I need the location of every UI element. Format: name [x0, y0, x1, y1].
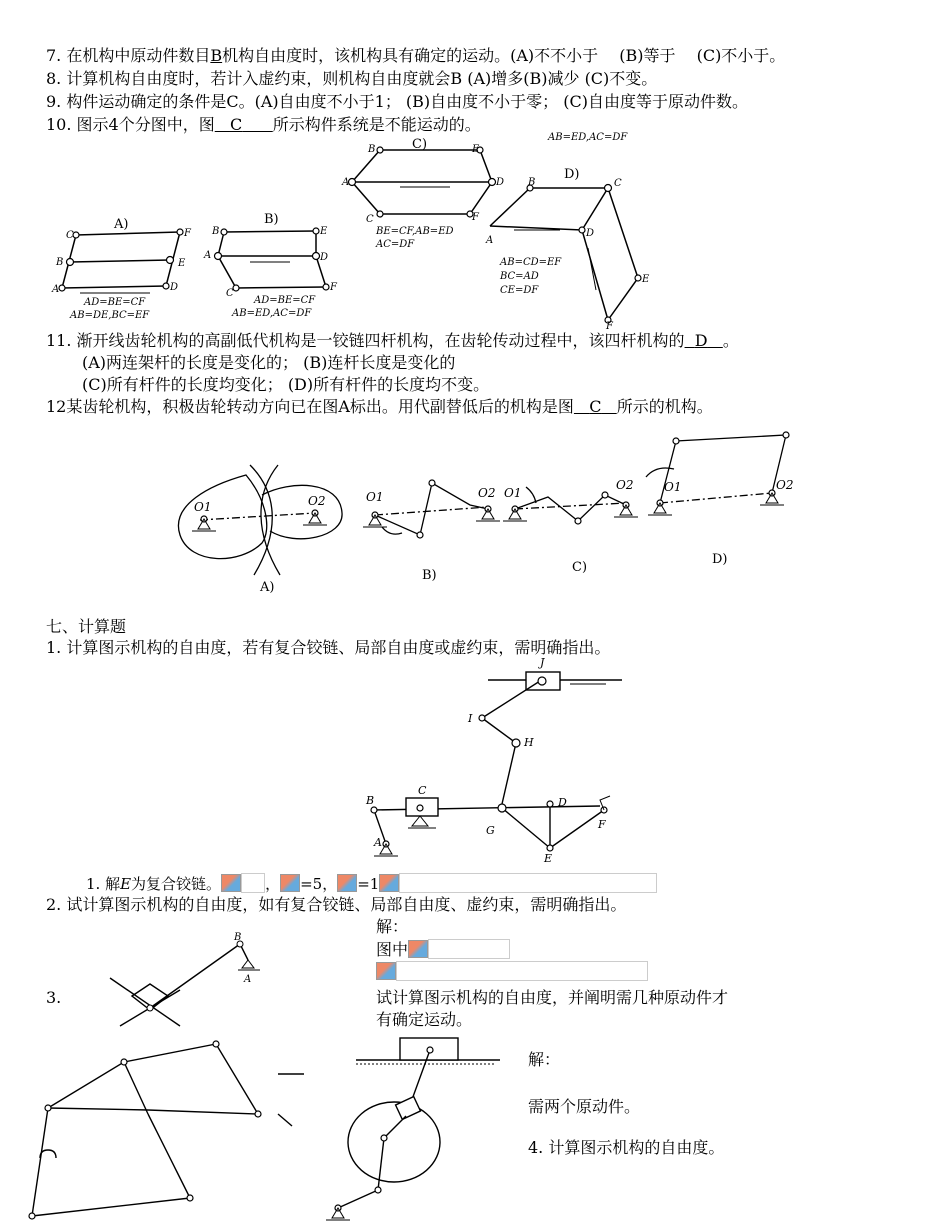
- svg-text:B: B: [366, 794, 375, 807]
- svg-text:B: B: [528, 177, 536, 188]
- svg-text:O2: O2: [776, 478, 794, 492]
- svg-text:A: A: [204, 250, 212, 261]
- svg-text:F: F: [330, 282, 337, 293]
- svg-text:F: F: [184, 228, 191, 239]
- question-12: 12某齿轮机构，积极齿轮转动方向已在图A标出。用代副替低后的机构是图 C 所示的机构。: [46, 397, 713, 416]
- svg-text:D): D): [564, 167, 580, 182]
- figure-q10: [40, 130, 680, 330]
- svg-text:CE=DF: CE=DF: [500, 285, 539, 296]
- calc-3-solve: 解：: [528, 1050, 561, 1069]
- svg-text:B: B: [56, 257, 64, 268]
- svg-text:AB=DE,BC=EF: AB=DE,BC=EF: [70, 310, 150, 321]
- svg-text:I: I: [468, 712, 473, 725]
- svg-text:A: A: [374, 836, 382, 849]
- formula-image-icon: [221, 874, 241, 892]
- q11-answer: D: [694, 331, 708, 350]
- svg-text:C: C: [66, 230, 74, 241]
- question-8: 8. 计算机构自由度时，若计入虚约束，则机构自由度就会B (A)增多(B)减少 (C)不变。: [46, 69, 658, 88]
- svg-text:C: C: [614, 178, 622, 189]
- svg-text:AD=BE=CF: AD=BE=CF: [254, 295, 316, 306]
- calc-question-1: 1. 计算图示机构的自由度，若有复合铰链、局部自由度或虚约束，需明确指出。: [46, 638, 611, 657]
- svg-text:BE=CF,AB=ED: BE=CF,AB=ED: [376, 226, 454, 237]
- question-7: 7. 在机构中原动件数目B机构自由度时，该机构具有确定的运动。(A)不不小于 (B)等于 (C)不小于。: [46, 46, 786, 65]
- calc-question-3-number: 3.: [46, 988, 62, 1007]
- section-7-title: 七、计算题: [46, 617, 127, 636]
- svg-text:D): D): [712, 552, 728, 567]
- svg-text:J: J: [540, 656, 545, 669]
- svg-text:A): A): [114, 217, 129, 232]
- formula-image-icon: [280, 874, 300, 892]
- q10-answer: C: [229, 115, 243, 134]
- svg-text:B: B: [234, 932, 242, 943]
- svg-text:A): A): [260, 580, 275, 595]
- calc-question-3-text-1: 试计算图示机构的自由度，并阐明需几种原动件才: [376, 988, 729, 1007]
- question-10: 10. 图示4个分图中，图 C 所示构件系统是不能运动的。: [46, 115, 481, 134]
- formula-field: [241, 873, 265, 893]
- svg-text:C): C): [572, 560, 588, 575]
- svg-text:A: A: [342, 177, 350, 188]
- svg-text:C: C: [418, 784, 427, 797]
- calc-3-answer: 需两个原动件。: [528, 1097, 641, 1116]
- svg-text:C: C: [226, 288, 234, 299]
- q7-answer: B: [210, 46, 223, 65]
- svg-text:O2: O2: [308, 494, 326, 508]
- svg-text:D: D: [496, 177, 505, 188]
- svg-text:D: D: [558, 796, 567, 809]
- formula-field: [399, 873, 657, 893]
- svg-text:C): C): [412, 137, 428, 152]
- svg-text:C: C: [366, 214, 374, 225]
- svg-text:E: E: [544, 852, 553, 865]
- figure-calc-4: [320, 1030, 510, 1230]
- svg-text:B): B): [422, 568, 437, 583]
- svg-text:E: E: [320, 226, 328, 237]
- svg-text:AB=CD=EF: AB=CD=EF: [500, 257, 562, 268]
- svg-text:O2: O2: [478, 486, 496, 500]
- svg-text:BC=AD: BC=AD: [500, 271, 539, 282]
- calc-1-answer: 1. 解E为复合铰链。 ， =5， =1: [86, 873, 657, 894]
- calc-2-formula: [376, 961, 648, 982]
- svg-text:B: B: [212, 226, 220, 237]
- question-11: 11. 渐开线齿轮机构的高副低代机构是一铰链四杆机构，在齿轮传动过程中，该四杆机构的 D 。: [46, 331, 739, 350]
- svg-text:D: D: [320, 252, 329, 263]
- svg-text:A: A: [52, 284, 60, 295]
- svg-text:AB=ED,AC=DF: AB=ED,AC=DF: [548, 132, 628, 143]
- question-11-options-2: (C)所有杆件的长度均变化； (D)所有杆件的长度均不变。: [82, 375, 490, 394]
- svg-text:D: D: [586, 228, 595, 239]
- svg-text:O1: O1: [194, 500, 212, 514]
- svg-text:O1: O1: [366, 490, 384, 504]
- svg-text:F: F: [598, 818, 606, 831]
- formula-image-icon: [376, 962, 396, 980]
- svg-text:A: A: [486, 235, 494, 246]
- svg-text:H: H: [524, 736, 534, 749]
- svg-text:AB=ED,AC=DF: AB=ED,AC=DF: [232, 308, 312, 319]
- calc-question-4: 4. 计算图示机构的自由度。: [528, 1138, 725, 1157]
- formula-image-icon: [337, 874, 357, 892]
- svg-text:E: E: [178, 258, 186, 269]
- svg-text:AD=BE=CF: AD=BE=CF: [84, 297, 146, 308]
- svg-text:F: F: [606, 321, 613, 332]
- calc-2-figure-note: 图中: [376, 939, 510, 960]
- question-11-options-1: (A)两连架杆的长度是变化的； (B)连杆长度是变化的: [82, 353, 456, 372]
- svg-text:B): B): [264, 212, 279, 227]
- formula-field: [428, 939, 510, 959]
- question-9: 9. 构件运动确定的条件是C。(A)自由度不小于1； (B)自由度不小于零； (C)自由度等于原动件数。: [46, 92, 748, 111]
- formula-field: [396, 961, 648, 981]
- svg-text:F: F: [472, 212, 479, 223]
- svg-text:A: A: [244, 974, 252, 985]
- q12-answer: C: [589, 397, 602, 416]
- svg-text:AC=DF: AC=DF: [376, 239, 415, 250]
- calc-question-3-text-2: 有确定运动。: [376, 1010, 473, 1029]
- formula-image-icon: [408, 940, 428, 958]
- calc-2-solve: 解：: [376, 917, 409, 936]
- calc-question-2: 2. 试计算图示机构的自由度，如有复合铰链、局部自由度、虚约束，需明确指出。: [46, 895, 627, 914]
- figure-calc-2: [110, 930, 270, 1030]
- svg-text:O1: O1: [664, 480, 682, 494]
- svg-text:G: G: [486, 824, 495, 837]
- svg-text:E: E: [642, 274, 650, 285]
- figure-calc-3: [20, 1030, 300, 1230]
- svg-text:B: B: [368, 144, 376, 155]
- svg-text:E: E: [472, 144, 480, 155]
- formula-image-icon: [379, 874, 399, 892]
- svg-text:D: D: [170, 282, 179, 293]
- svg-text:O1: O1: [504, 486, 522, 500]
- svg-text:O2: O2: [616, 478, 634, 492]
- figure-q12: [170, 425, 810, 600]
- figure-calc-1: [360, 658, 640, 868]
